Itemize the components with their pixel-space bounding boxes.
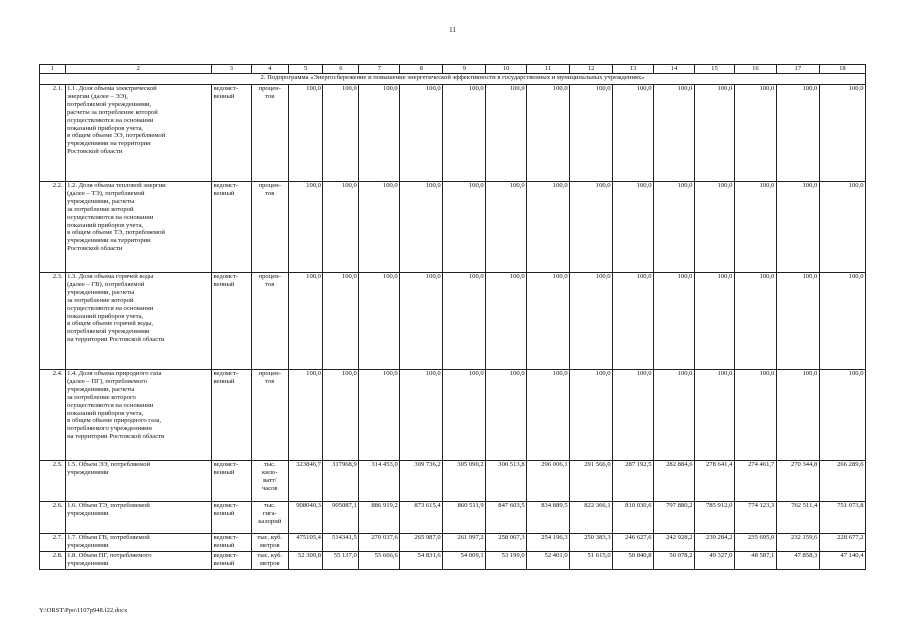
value-cell: 100,0 (288, 273, 323, 370)
value-cell: 305 090,2 (443, 461, 486, 502)
value-cell: 100,0 (400, 85, 443, 182)
value-cell: 100,0 (776, 85, 819, 182)
value-cell: 266 289,6 (819, 461, 865, 502)
indicator-name: 1.1. Доля объема электрической энергии (далее – ЭЭ), потребляемой учреждениями, расчеты за потребление которой осуществляются на основании показаний приборов учета, в общем объеме ЭЭ, потребляемой учреждениями на территории Ростовской области (65, 85, 211, 182)
unit-of-measure: процен- тов (251, 370, 288, 461)
value-cell: 100,0 (776, 370, 819, 461)
indicator-name: 1.3. Доля объема горячей воды (далее – ГВ), потребляемой учреждениями, расчеты за потребление которой осуществляются на основании показаний приборов учета, в общем объеме горячей воды, потребляемой учреждениями на территории Ростовской области (65, 273, 211, 370)
value-cell: 100,0 (613, 182, 654, 273)
value-cell: 100,0 (819, 273, 865, 370)
value-cell: 100,0 (694, 370, 734, 461)
value-cell: 100,0 (288, 182, 323, 273)
column-number-cell: 11 (527, 65, 570, 74)
column-number-cell: 18 (819, 65, 865, 74)
indicator-name: 1.5. Объем ЭЭ, потребляемой учреждениями (65, 461, 211, 502)
value-cell: 246 627,6 (613, 534, 654, 552)
value-cell: 47 858,3 (776, 552, 819, 570)
column-number-cell: 4 (251, 65, 288, 74)
value-cell: 51 615,0 (570, 552, 613, 570)
value-cell: 100,0 (570, 85, 613, 182)
column-number-cell: 5 (288, 65, 323, 74)
value-cell: 100,0 (776, 273, 819, 370)
row-index: 2.5. (40, 461, 66, 502)
column-number-header (40, 65, 866, 74)
value-cell: 100,0 (734, 273, 776, 370)
column-number-cell: 12 (570, 65, 613, 74)
value-cell: 847 603,5 (486, 502, 527, 534)
value-cell: 309 736,2 (400, 461, 443, 502)
value-cell: 287 192,5 (613, 461, 654, 502)
row-index: 2.2. (40, 182, 66, 273)
value-cell: 100,0 (443, 370, 486, 461)
row-index: 2.3. (40, 273, 66, 370)
column-number-cell: 9 (443, 65, 486, 74)
value-cell: 270 037,6 (359, 534, 400, 552)
indicator-type: ведомст- венный (211, 552, 251, 570)
column-number-cell: 2 (65, 65, 211, 74)
value-cell: 278 641,4 (694, 461, 734, 502)
value-cell: 774 123,3 (734, 502, 776, 534)
value-cell: 100,0 (613, 273, 654, 370)
value-cell: 514341,5 (323, 534, 359, 552)
value-cell: 242 928,2 (654, 534, 695, 552)
value-cell: 314 453,0 (359, 461, 400, 502)
value-cell: 54 831,6 (400, 552, 443, 570)
indicator-type: ведомст- венный (211, 534, 251, 552)
value-cell: 48 587,1 (734, 552, 776, 570)
value-cell: 100,0 (694, 85, 734, 182)
value-cell: 228 677,2 (819, 534, 865, 552)
indicator-name: 1.7. Объем ГВ, потребляемой учреждениями (65, 534, 211, 552)
row-index: 2.6. (40, 502, 66, 534)
value-cell: 100,0 (734, 85, 776, 182)
indicator-name: 1.2. Доля объема тепловой энергии (далее – ТЭ), потребляемой учреждениями, расчеты за потребление которой осуществляются на основании показаний приборов учета, в общем объеме ТЭ, потребляемой учреждениями на территории Ростовской области (65, 182, 211, 273)
value-cell: 100,0 (527, 85, 570, 182)
value-cell: 100,0 (359, 273, 400, 370)
value-cell: 300 513,8 (486, 461, 527, 502)
page-number: 11 (449, 26, 456, 34)
column-number-cell: 10 (486, 65, 527, 74)
value-cell: 797 880,2 (654, 502, 695, 534)
value-cell: 317968,9 (323, 461, 359, 502)
value-cell: 270 344,8 (776, 461, 819, 502)
table-row (40, 370, 866, 461)
value-cell: 47 140,4 (819, 552, 865, 570)
value-cell: 100,0 (443, 182, 486, 273)
value-cell: 100,0 (486, 182, 527, 273)
value-cell: 49 327,0 (694, 552, 734, 570)
value-cell: 100,0 (323, 182, 359, 273)
unit-of-measure: тыс. куб. метров (251, 534, 288, 552)
value-cell: 100,0 (400, 273, 443, 370)
value-cell: 475105,4 (288, 534, 323, 552)
indicator-type: ведомст- венный (211, 461, 251, 502)
value-cell: 52 309,8 (288, 552, 323, 570)
value-cell: 265 987,0 (400, 534, 443, 552)
value-cell: 100,0 (359, 370, 400, 461)
unit-of-measure: процен- тов (251, 182, 288, 273)
value-cell: 54 009,1 (443, 552, 486, 570)
value-cell: 873 615,4 (400, 502, 443, 534)
value-cell: 100,0 (819, 85, 865, 182)
table-row (40, 534, 866, 552)
indicator-type: ведомст- венный (211, 182, 251, 273)
value-cell: 100,0 (323, 370, 359, 461)
value-cell: 100,0 (819, 182, 865, 273)
value-cell: 50 840,8 (613, 552, 654, 570)
value-cell: 905087,1 (323, 502, 359, 534)
unit-of-measure: тыс. кило- ватт/ часов (251, 461, 288, 502)
value-cell: 100,0 (527, 182, 570, 273)
indicator-type: ведомст- венный (211, 502, 251, 534)
column-number-cell: 7 (359, 65, 400, 74)
value-cell: 100,0 (486, 85, 527, 182)
file-path-footer: Y:\ORST\Ppo\1107p948.f22.docx (39, 607, 128, 614)
value-cell: 822 366,1 (570, 502, 613, 534)
value-cell: 886 919,2 (359, 502, 400, 534)
value-cell: 100,0 (443, 273, 486, 370)
column-number-cell: 13 (613, 65, 654, 74)
value-cell: 100,0 (570, 273, 613, 370)
value-cell: 762 511,4 (776, 502, 819, 534)
indicator-type: ведомст- венный (211, 85, 251, 182)
column-number-cell: 16 (734, 65, 776, 74)
value-cell: 100,0 (323, 273, 359, 370)
unit-of-measure: процен- тов (251, 273, 288, 370)
value-cell: 100,0 (654, 370, 695, 461)
value-cell: 250 383,3 (570, 534, 613, 552)
value-cell: 810 030,6 (613, 502, 654, 534)
value-cell: 100,0 (486, 273, 527, 370)
value-cell: 100,0 (819, 370, 865, 461)
table-row (40, 273, 866, 370)
value-cell: 100,0 (570, 182, 613, 273)
value-cell: 261 997,2 (443, 534, 486, 552)
indicator-name: 1.4. Доля объема природного газа (далее – ПГ), потребляемого учреждениями, расчеты за потребление которого осуществляются на основании показаний приборов учета, в общем объеме природного газа, потребляемого учреждениями на территории Ростовской области (65, 370, 211, 461)
value-cell: 100,0 (694, 273, 734, 370)
table-row (40, 461, 866, 502)
value-cell: 100,0 (613, 85, 654, 182)
value-cell: 100,0 (359, 85, 400, 182)
row-index: 2.4. (40, 370, 66, 461)
value-cell: 239 284,2 (694, 534, 734, 552)
value-cell: 100,0 (486, 370, 527, 461)
value-cell: 55 137,0 (323, 552, 359, 570)
column-number-cell: 1 (40, 65, 66, 74)
column-number-cell: 6 (323, 65, 359, 74)
value-cell: 296 006,1 (527, 461, 570, 502)
indicator-name: 1.6. Объем ТЭ, потребляемой учреждениями (65, 502, 211, 534)
value-cell: 235 695,0 (734, 534, 776, 552)
value-cell: 100,0 (288, 370, 323, 461)
value-cell: 291 566,0 (570, 461, 613, 502)
value-cell: 258 067,3 (486, 534, 527, 552)
value-cell: 751 073,8 (819, 502, 865, 534)
value-cell: 254 196,3 (527, 534, 570, 552)
value-cell: 785 912,0 (694, 502, 734, 534)
column-number-cell: 15 (694, 65, 734, 74)
table-row (40, 552, 866, 570)
value-cell: 53 199,0 (486, 552, 527, 570)
value-cell: 50 078,2 (654, 552, 695, 570)
value-cell: 55 666,6 (359, 552, 400, 570)
value-cell: 100,0 (734, 182, 776, 273)
indicator-name: 1.8. Объем ПГ, потребляемого учреждениями (65, 552, 211, 570)
value-cell: 100,0 (527, 370, 570, 461)
column-number-cell: 14 (654, 65, 695, 74)
value-cell: 100,0 (654, 273, 695, 370)
value-cell: 100,0 (359, 182, 400, 273)
indicator-type: ведомст- венный (211, 370, 251, 461)
value-cell: 100,0 (654, 85, 695, 182)
value-cell: 834 889,5 (527, 502, 570, 534)
value-cell: 860 511,9 (443, 502, 486, 534)
unit-of-measure: тыс. гига- калорий (251, 502, 288, 534)
indicator-type: ведомст- венный (211, 273, 251, 370)
column-number-cell: 3 (211, 65, 251, 74)
subprogram-title: 2. Подпрограмма «Энергосбережение и повышение энергетической эффективности в государственных и муниципальных учреждениях» (40, 74, 866, 85)
unit-of-measure: процен- тов (251, 85, 288, 182)
value-cell: 100,0 (613, 370, 654, 461)
value-cell: 100,0 (734, 370, 776, 461)
value-cell: 100,0 (400, 182, 443, 273)
subprogram-row (40, 74, 866, 85)
value-cell: 232 159,6 (776, 534, 819, 552)
indicators-table (39, 64, 866, 570)
table-row (40, 85, 866, 182)
column-number-cell: 8 (400, 65, 443, 74)
value-cell: 100,0 (443, 85, 486, 182)
row-index: 2.8. (40, 552, 66, 570)
value-cell: 52 401,0 (527, 552, 570, 570)
value-cell: 100,0 (288, 85, 323, 182)
value-cell: 100,0 (776, 182, 819, 273)
value-cell: 323846,7 (288, 461, 323, 502)
value-cell: 100,0 (527, 273, 570, 370)
column-number-cell: 17 (776, 65, 819, 74)
value-cell: 100,0 (694, 182, 734, 273)
table-row (40, 502, 866, 534)
unit-of-measure: тыс. куб. метров (251, 552, 288, 570)
value-cell: 274 461,7 (734, 461, 776, 502)
value-cell: 100,0 (654, 182, 695, 273)
row-index: 2.7. (40, 534, 66, 552)
value-cell: 282 884,6 (654, 461, 695, 502)
table-row (40, 182, 866, 273)
row-index: 2.1. (40, 85, 66, 182)
value-cell: 100,0 (323, 85, 359, 182)
value-cell: 100,0 (400, 370, 443, 461)
value-cell: 100,0 (570, 370, 613, 461)
value-cell: 908040,3 (288, 502, 323, 534)
